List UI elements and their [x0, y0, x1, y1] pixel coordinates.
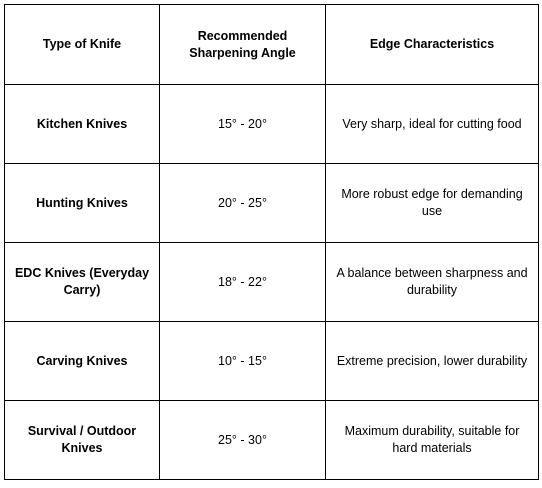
knife-sharpening-table [4, 4, 539, 480]
header-edge-characteristics: Edge Characteristics [326, 5, 539, 85]
cell-sharpening-angle: 15° - 20° [160, 85, 326, 164]
cell-edge-characteristics: A balance between sharpness and durability [326, 243, 539, 322]
cell-sharpening-angle: 10° - 15° [160, 322, 326, 401]
cell-knife-type: EDC Knives (Everyday Carry) [5, 243, 160, 322]
table-header [5, 5, 539, 85]
cell-sharpening-angle: 20° - 25° [160, 164, 326, 243]
cell-sharpening-angle: 25° - 30° [160, 401, 326, 480]
table-row [5, 401, 539, 480]
cell-edge-characteristics: Very sharp, ideal for cutting food [326, 85, 539, 164]
cell-knife-type: Kitchen Knives [5, 85, 160, 164]
table-body [5, 85, 539, 480]
cell-knife-type: Hunting Knives [5, 164, 160, 243]
cell-edge-characteristics: Extreme precision, lower durability [326, 322, 539, 401]
table-row [5, 85, 539, 164]
cell-edge-characteristics: More robust edge for demanding use [326, 164, 539, 243]
cell-knife-type: Carving Knives [5, 322, 160, 401]
table-row [5, 164, 539, 243]
cell-sharpening-angle: 18° - 22° [160, 243, 326, 322]
cell-edge-characteristics: Maximum durability, suitable for hard materials [326, 401, 539, 480]
table-row [5, 322, 539, 401]
header-type-of-knife: Type of Knife [5, 5, 160, 85]
table-row [5, 243, 539, 322]
header-row [5, 5, 539, 85]
header-sharpening-angle: Recommended Sharpening Angle [160, 5, 326, 85]
cell-knife-type: Survival / Outdoor Knives [5, 401, 160, 480]
